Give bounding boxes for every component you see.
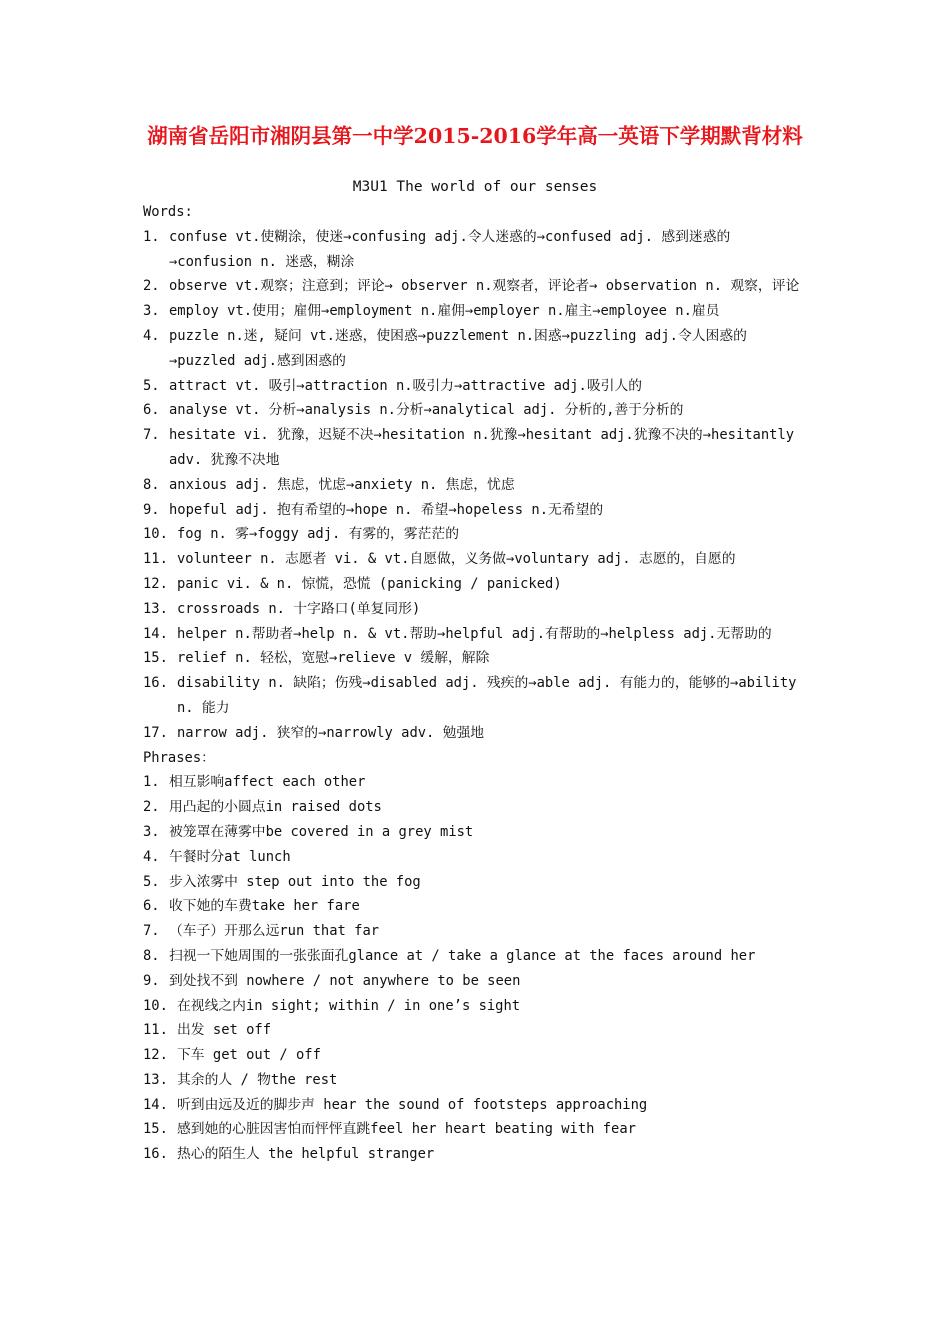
entry-text: narrow adj. 狭窄的→narrowly adv. 勉强地 xyxy=(177,724,485,741)
entry-text: volunteer n. 志愿者 vi. & vt.自愿做，义务做→voluntary adj. 志愿的，自愿的 xyxy=(177,551,736,568)
phrase-entry xyxy=(143,969,813,994)
word-entry xyxy=(143,324,813,374)
entry-number: 1. xyxy=(143,228,160,245)
entry-number: 10. xyxy=(143,997,168,1014)
entry-text: 听到由远及近的脚步声 hear the sound of footsteps approaching xyxy=(177,1096,648,1113)
entry-text: puzzle n.迷, 疑问 vt.迷惑，使困惑→puzzlement n.困惑→puzzling adj.令人困惑的→puzzled adj.感到困惑的 xyxy=(169,327,747,369)
entry-text: 步入浓雾中 step out into the fog xyxy=(169,873,421,890)
word-entry xyxy=(143,225,813,275)
entry-number: 5. xyxy=(143,873,160,890)
phrase-entry xyxy=(143,944,813,969)
entry-number: 16. xyxy=(143,1146,168,1163)
unit-subtitle: M3U1 The world of our senses xyxy=(352,179,598,195)
entry-number: 3. xyxy=(143,823,160,840)
entry-number: 5. xyxy=(143,377,160,394)
phrases-heading: Phrases： xyxy=(143,749,215,766)
word-entry xyxy=(143,374,813,399)
entry-text: 午餐时分at lunch xyxy=(169,848,291,865)
entry-number: 11. xyxy=(143,551,168,568)
entry-number: 12. xyxy=(143,1047,168,1064)
entry-text: hesitate vi. 犹豫，迟疑不决→hesitation n.犹豫→hesitant adj.犹豫不决的→hesitantly adv. 犹豫不决地 xyxy=(169,427,795,468)
phrase-entry xyxy=(143,845,813,870)
entry-number: 8. xyxy=(143,476,160,493)
entry-number: 2. xyxy=(143,799,160,816)
entry-text: 感到她的心脏因害怕而怦怦直跳feel her heart beating with fear xyxy=(177,1121,636,1138)
phrase-entry xyxy=(143,1043,813,1068)
entry-number: 13. xyxy=(143,600,168,617)
phrase-entry xyxy=(143,795,813,820)
entry-number: 10. xyxy=(143,526,168,543)
phrase-entry xyxy=(143,1142,813,1167)
word-entry xyxy=(143,522,813,547)
entry-number: 6. xyxy=(143,898,160,915)
entry-number: 16. xyxy=(143,675,168,692)
entry-text: 其余的人 / 物the rest xyxy=(177,1071,338,1088)
word-entry xyxy=(143,299,813,324)
entry-text: attract vt. 吸引→attraction n.吸引力→attractive adj.吸引人的 xyxy=(169,377,643,394)
entry-number: 9. xyxy=(143,501,160,518)
entry-text: 被笼罩在薄雾中be covered in a grey mist xyxy=(169,823,474,840)
entry-text: 相互影响affect each other xyxy=(169,774,366,791)
entry-number: 14. xyxy=(143,625,168,642)
entry-number: 1. xyxy=(143,774,160,791)
entry-text: disability n. 缺陷；伤残→disabled adj. 残疾的→able adj. 有能力的，能够的→ability n. 能力 xyxy=(177,675,797,716)
phrase-entry xyxy=(143,770,813,795)
entry-number: 11. xyxy=(143,1022,168,1039)
word-entry xyxy=(143,622,813,647)
word-entry xyxy=(143,671,813,721)
entry-number: 15. xyxy=(143,650,168,667)
entry-number: 7. xyxy=(143,923,160,940)
phrase-entry xyxy=(143,894,813,919)
entry-text: 下车 get out / off xyxy=(177,1047,321,1064)
entry-number: 13. xyxy=(143,1071,168,1088)
entry-number: 9. xyxy=(143,972,160,989)
phrase-entry xyxy=(143,1093,813,1118)
entry-text: relief n. 轻松，宽慰→relieve v 缓解，解除 xyxy=(177,650,490,667)
entry-number: 14. xyxy=(143,1096,168,1113)
entry-number: 4. xyxy=(143,327,160,344)
entry-text: （车子）开那么远run that far xyxy=(169,923,380,940)
entry-number: 4. xyxy=(143,848,160,865)
entry-text: 出发 set off xyxy=(177,1022,272,1039)
phrase-entry xyxy=(143,1117,813,1142)
word-entry xyxy=(143,547,813,572)
entry-text: 到处找不到 nowhere / not anywhere to be seen xyxy=(169,972,521,989)
entry-number: 17. xyxy=(143,724,168,741)
entry-text: 用凸起的小圆点in raised dots xyxy=(169,799,382,816)
phrase-entry xyxy=(143,870,813,895)
entry-text: anxious adj. 焦虑，忧虑→anxiety n. 焦虑，忧虑 xyxy=(169,476,515,493)
document-title: 湖南省岳阳市湘阴县第一中学2015-2016学年高一英语下学期默背材料 xyxy=(147,124,803,148)
phrase-entry xyxy=(143,820,813,845)
entry-number: 6. xyxy=(143,402,160,419)
entry-text: observe vt.观察；注意到；评论→ observer n.观察者，评论者→ observation n. 观察，评论 xyxy=(169,278,800,295)
entry-number: 2. xyxy=(143,278,160,295)
word-entry xyxy=(143,398,813,423)
phrase-entry xyxy=(143,1018,813,1043)
entry-number: 3. xyxy=(143,303,160,320)
phrase-entry xyxy=(143,1068,813,1093)
phrase-entry xyxy=(143,919,813,944)
entry-text: analyse vt. 分析→analysis n.分析→analytical adj. 分析的,善于分析的 xyxy=(169,402,684,419)
entry-text: hopeful adj. 抱有希望的→hope n. 希望→hopeless n.无希望的 xyxy=(169,501,604,518)
document-body xyxy=(143,200,813,1167)
word-entry xyxy=(143,274,813,299)
entry-text: 扫视一下她周围的一张张面孔glance at / take a glance at the faces around her xyxy=(169,947,756,964)
entry-text: fog n. 雾→foggy adj. 有雾的，雾茫茫的 xyxy=(177,526,459,543)
phrase-entry xyxy=(143,994,813,1019)
entry-number: 7. xyxy=(143,427,160,444)
entry-text: crossroads n. 十字路口(单复同形) xyxy=(177,600,421,617)
words-heading: Words: xyxy=(143,204,193,220)
word-entry xyxy=(143,498,813,523)
entry-text: employ vt.使用；雇佣→employment n.雇佣→employer n.雇主→employee n.雇员 xyxy=(169,303,720,320)
word-entry xyxy=(143,597,813,622)
word-entry xyxy=(143,423,813,473)
word-entry xyxy=(143,572,813,597)
entry-text: panic vi. & n. 惊慌，恐慌 (panicking / panicked) xyxy=(177,575,562,592)
entry-text: 热心的陌生人 the helpful stranger xyxy=(177,1146,435,1163)
word-entry xyxy=(143,721,813,746)
word-entry xyxy=(143,646,813,671)
entry-number: 8. xyxy=(143,947,160,964)
word-entry xyxy=(143,473,813,498)
entry-text: confuse vt.使糊涂，使迷→confusing adj.令人迷惑的→confused adj. 感到迷惑的→confusion n. 迷惑，糊涂 xyxy=(169,228,731,270)
entry-text: 收下她的车费take her fare xyxy=(169,898,360,915)
entry-text: helper n.帮助者→help n. & vt.帮助→helpful adj.有帮助的→helpless adj.无帮助的 xyxy=(177,625,772,642)
entry-number: 12. xyxy=(143,575,168,592)
entry-text: 在视线之内in sight; within / in one’s sight xyxy=(177,997,521,1014)
entry-number: 15. xyxy=(143,1121,168,1138)
